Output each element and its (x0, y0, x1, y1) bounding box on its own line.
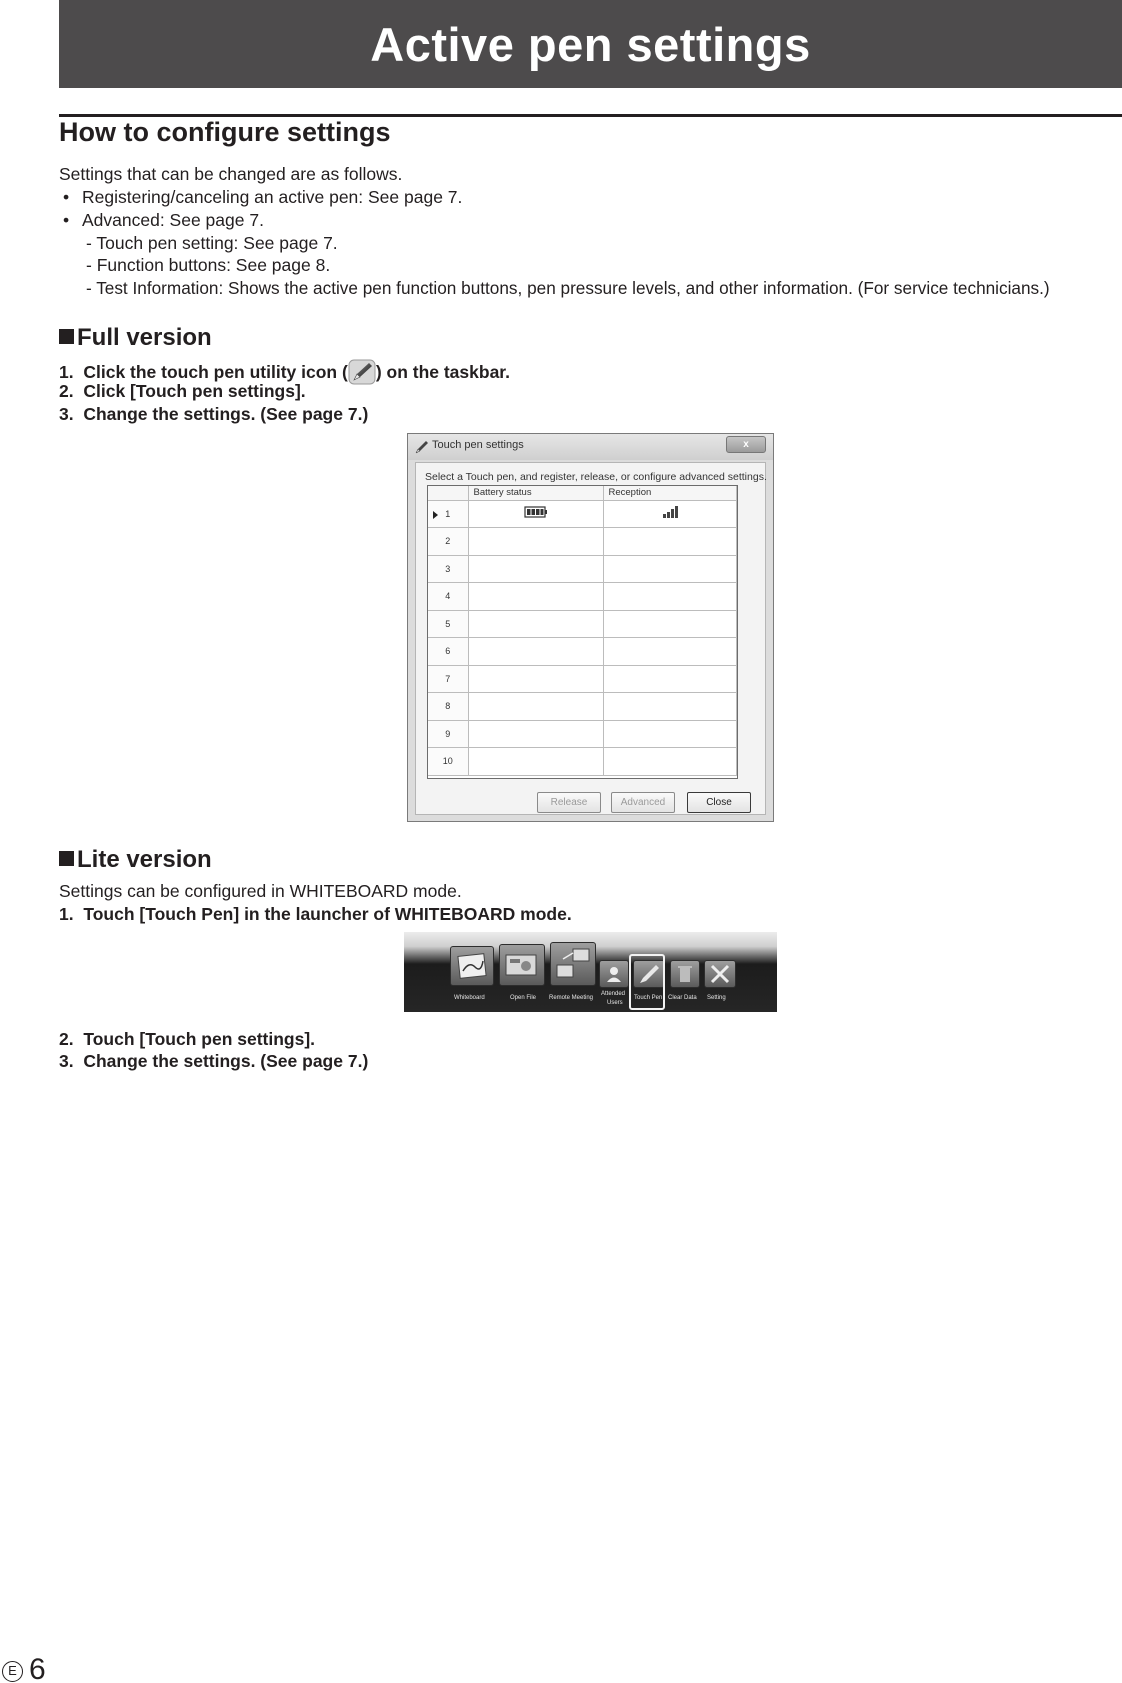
users-icon (600, 961, 628, 987)
bullet-marker: • (63, 187, 70, 207)
table-row[interactable] (428, 693, 737, 721)
reception-cell (603, 610, 737, 638)
intro-sub-item: - Test Information: Shows the active pen function buttons, pen pressure levels, and other information. (For service technicians.) (86, 278, 1050, 298)
step-number: 1. (59, 904, 74, 924)
step-text: ) on the taskbar. (375, 362, 511, 382)
column-header-battery: Battery status (468, 486, 603, 500)
advanced-button[interactable]: Advanced (611, 792, 675, 813)
row-number: 4 (428, 583, 468, 611)
grid-corner-header (428, 486, 468, 500)
step-number: 3. (59, 1051, 74, 1071)
bullet-marker: • (63, 210, 70, 230)
release-button[interactable]: Release (537, 792, 601, 813)
close-button[interactable]: Close (687, 792, 751, 813)
battery-cell (468, 555, 603, 583)
launcher-label: Clear Data (668, 995, 697, 1001)
row-number: 3 (428, 555, 468, 583)
intro-bullet: Registering/canceling an active pen: See page 7. (82, 187, 463, 207)
lite-step-1 (59, 904, 572, 925)
step-text: Click [Touch pen settings]. (83, 381, 306, 401)
full-step-3 (59, 404, 368, 425)
battery-cell (468, 528, 603, 556)
lite-version-heading-text: Lite version (77, 846, 212, 873)
page-number: 6 (29, 1653, 46, 1683)
battery-cell (468, 748, 603, 776)
table-row[interactable] (428, 638, 737, 666)
step-text: Change the settings. (See page 7.) (83, 1051, 369, 1071)
launcher-label: Touch Pen (634, 995, 663, 1001)
row-number: 9 (428, 720, 468, 748)
dialog-client (415, 462, 766, 815)
table-row[interactable] (428, 555, 737, 583)
row-selector-arrow-icon (433, 511, 438, 519)
row-number: 5 (428, 610, 468, 638)
square-bullet-icon (59, 851, 74, 866)
signal-strength-icon (662, 506, 678, 518)
page-banner (59, 0, 1122, 88)
battery-cell (468, 610, 603, 638)
row-number: 6 (428, 638, 468, 666)
language-mark: E (2, 1661, 23, 1682)
table-row[interactable] (428, 528, 737, 556)
intro-sub-item: - Function buttons: See page 8. (86, 255, 331, 275)
touch-pen-highlight-frame (629, 954, 665, 1010)
step-text: Touch [Touch Pen] in the launcher of WHITEBOARD mode. (83, 904, 572, 924)
battery-cell (468, 665, 603, 693)
whiteboard-launcher-item[interactable] (450, 946, 494, 986)
reception-cell (603, 555, 737, 583)
step-text: Click the touch pen utility icon ( (83, 362, 348, 382)
remote-meeting-icon (551, 943, 595, 985)
reception-cell (603, 638, 737, 666)
step-number: 3. (59, 404, 74, 424)
battery-cell (468, 500, 603, 528)
battery-cell (468, 583, 603, 611)
step-text: Change the settings. (See page 7.) (83, 404, 369, 424)
table-row[interactable] (428, 583, 737, 611)
whiteboard-icon (451, 947, 493, 985)
reception-cell (603, 500, 737, 528)
step-number: 2. (59, 1029, 74, 1049)
launcher-label: Users (607, 1000, 623, 1006)
lite-step-2 (59, 1029, 315, 1050)
trash-icon (671, 961, 699, 987)
step-number: 2. (59, 381, 74, 401)
table-row[interactable] (428, 500, 737, 528)
reception-cell (603, 665, 737, 693)
row-number: 1 (428, 500, 468, 528)
launcher-label: Whiteboard (454, 995, 485, 1001)
row-number: 7 (428, 665, 468, 693)
intro-lead: Settings that can be changed are as follows. (59, 164, 403, 184)
section-title: How to configure settings (59, 117, 391, 147)
open-file-launcher-item[interactable] (499, 944, 545, 986)
touch-pen-settings-dialog (407, 433, 774, 822)
full-version-heading-text: Full version (77, 324, 212, 351)
dialog-titlebar (408, 434, 773, 460)
intro-bullet: Advanced: See page 7. (82, 210, 264, 230)
dialog-title: Touch pen settings (432, 439, 524, 451)
pen-icon (414, 439, 430, 455)
battery-cell (468, 720, 603, 748)
banner-title: Active pen settings (370, 17, 811, 71)
row-number: 10 (428, 748, 468, 776)
square-bullet-icon (59, 329, 74, 344)
full-step-2 (59, 381, 306, 402)
reception-cell (603, 720, 737, 748)
reception-cell (603, 528, 737, 556)
reception-cell (603, 748, 737, 776)
intro-sub-item: - Touch pen setting: See page 7. (86, 233, 338, 253)
launcher-label: Remote Meeting (549, 995, 594, 1001)
reception-cell (603, 693, 737, 721)
table-row[interactable] (428, 720, 737, 748)
attended-users-launcher-item[interactable] (599, 960, 629, 988)
step-number: 1. (59, 362, 74, 382)
row-number: 2 (428, 528, 468, 556)
table-row[interactable] (428, 610, 737, 638)
table-row[interactable] (428, 665, 737, 693)
lite-step-3 (59, 1051, 368, 1072)
battery-full-icon (524, 506, 548, 518)
reception-cell (603, 583, 737, 611)
dialog-prompt: Select a Touch pen, and register, release, or configure advanced settings. (425, 471, 767, 483)
setting-launcher-item[interactable] (704, 960, 736, 988)
column-header-reception: Reception (603, 486, 737, 500)
whiteboard-launcher (404, 932, 777, 1012)
open-file-icon (500, 945, 544, 985)
lite-note: Settings can be configured in WHITEBOARD mode. (59, 881, 462, 901)
tools-icon (705, 961, 735, 987)
lite-version-heading (59, 846, 212, 874)
touch-pen-utility-icon (348, 359, 376, 385)
pen-list-grid (427, 485, 738, 779)
launcher-label: Open File (510, 995, 537, 1001)
row-number: 8 (428, 693, 468, 721)
remote-meeting-launcher-item[interactable] (550, 942, 596, 986)
battery-cell (468, 638, 603, 666)
table-row[interactable] (428, 748, 737, 776)
step-text: Touch [Touch pen settings]. (83, 1029, 316, 1049)
clear-data-launcher-item[interactable] (670, 960, 700, 988)
launcher-label: Attended (601, 991, 626, 997)
launcher-label: Setting (707, 995, 726, 1001)
dialog-close-icon[interactable]: x (726, 436, 766, 453)
battery-cell (468, 693, 603, 721)
full-version-heading (59, 324, 212, 352)
